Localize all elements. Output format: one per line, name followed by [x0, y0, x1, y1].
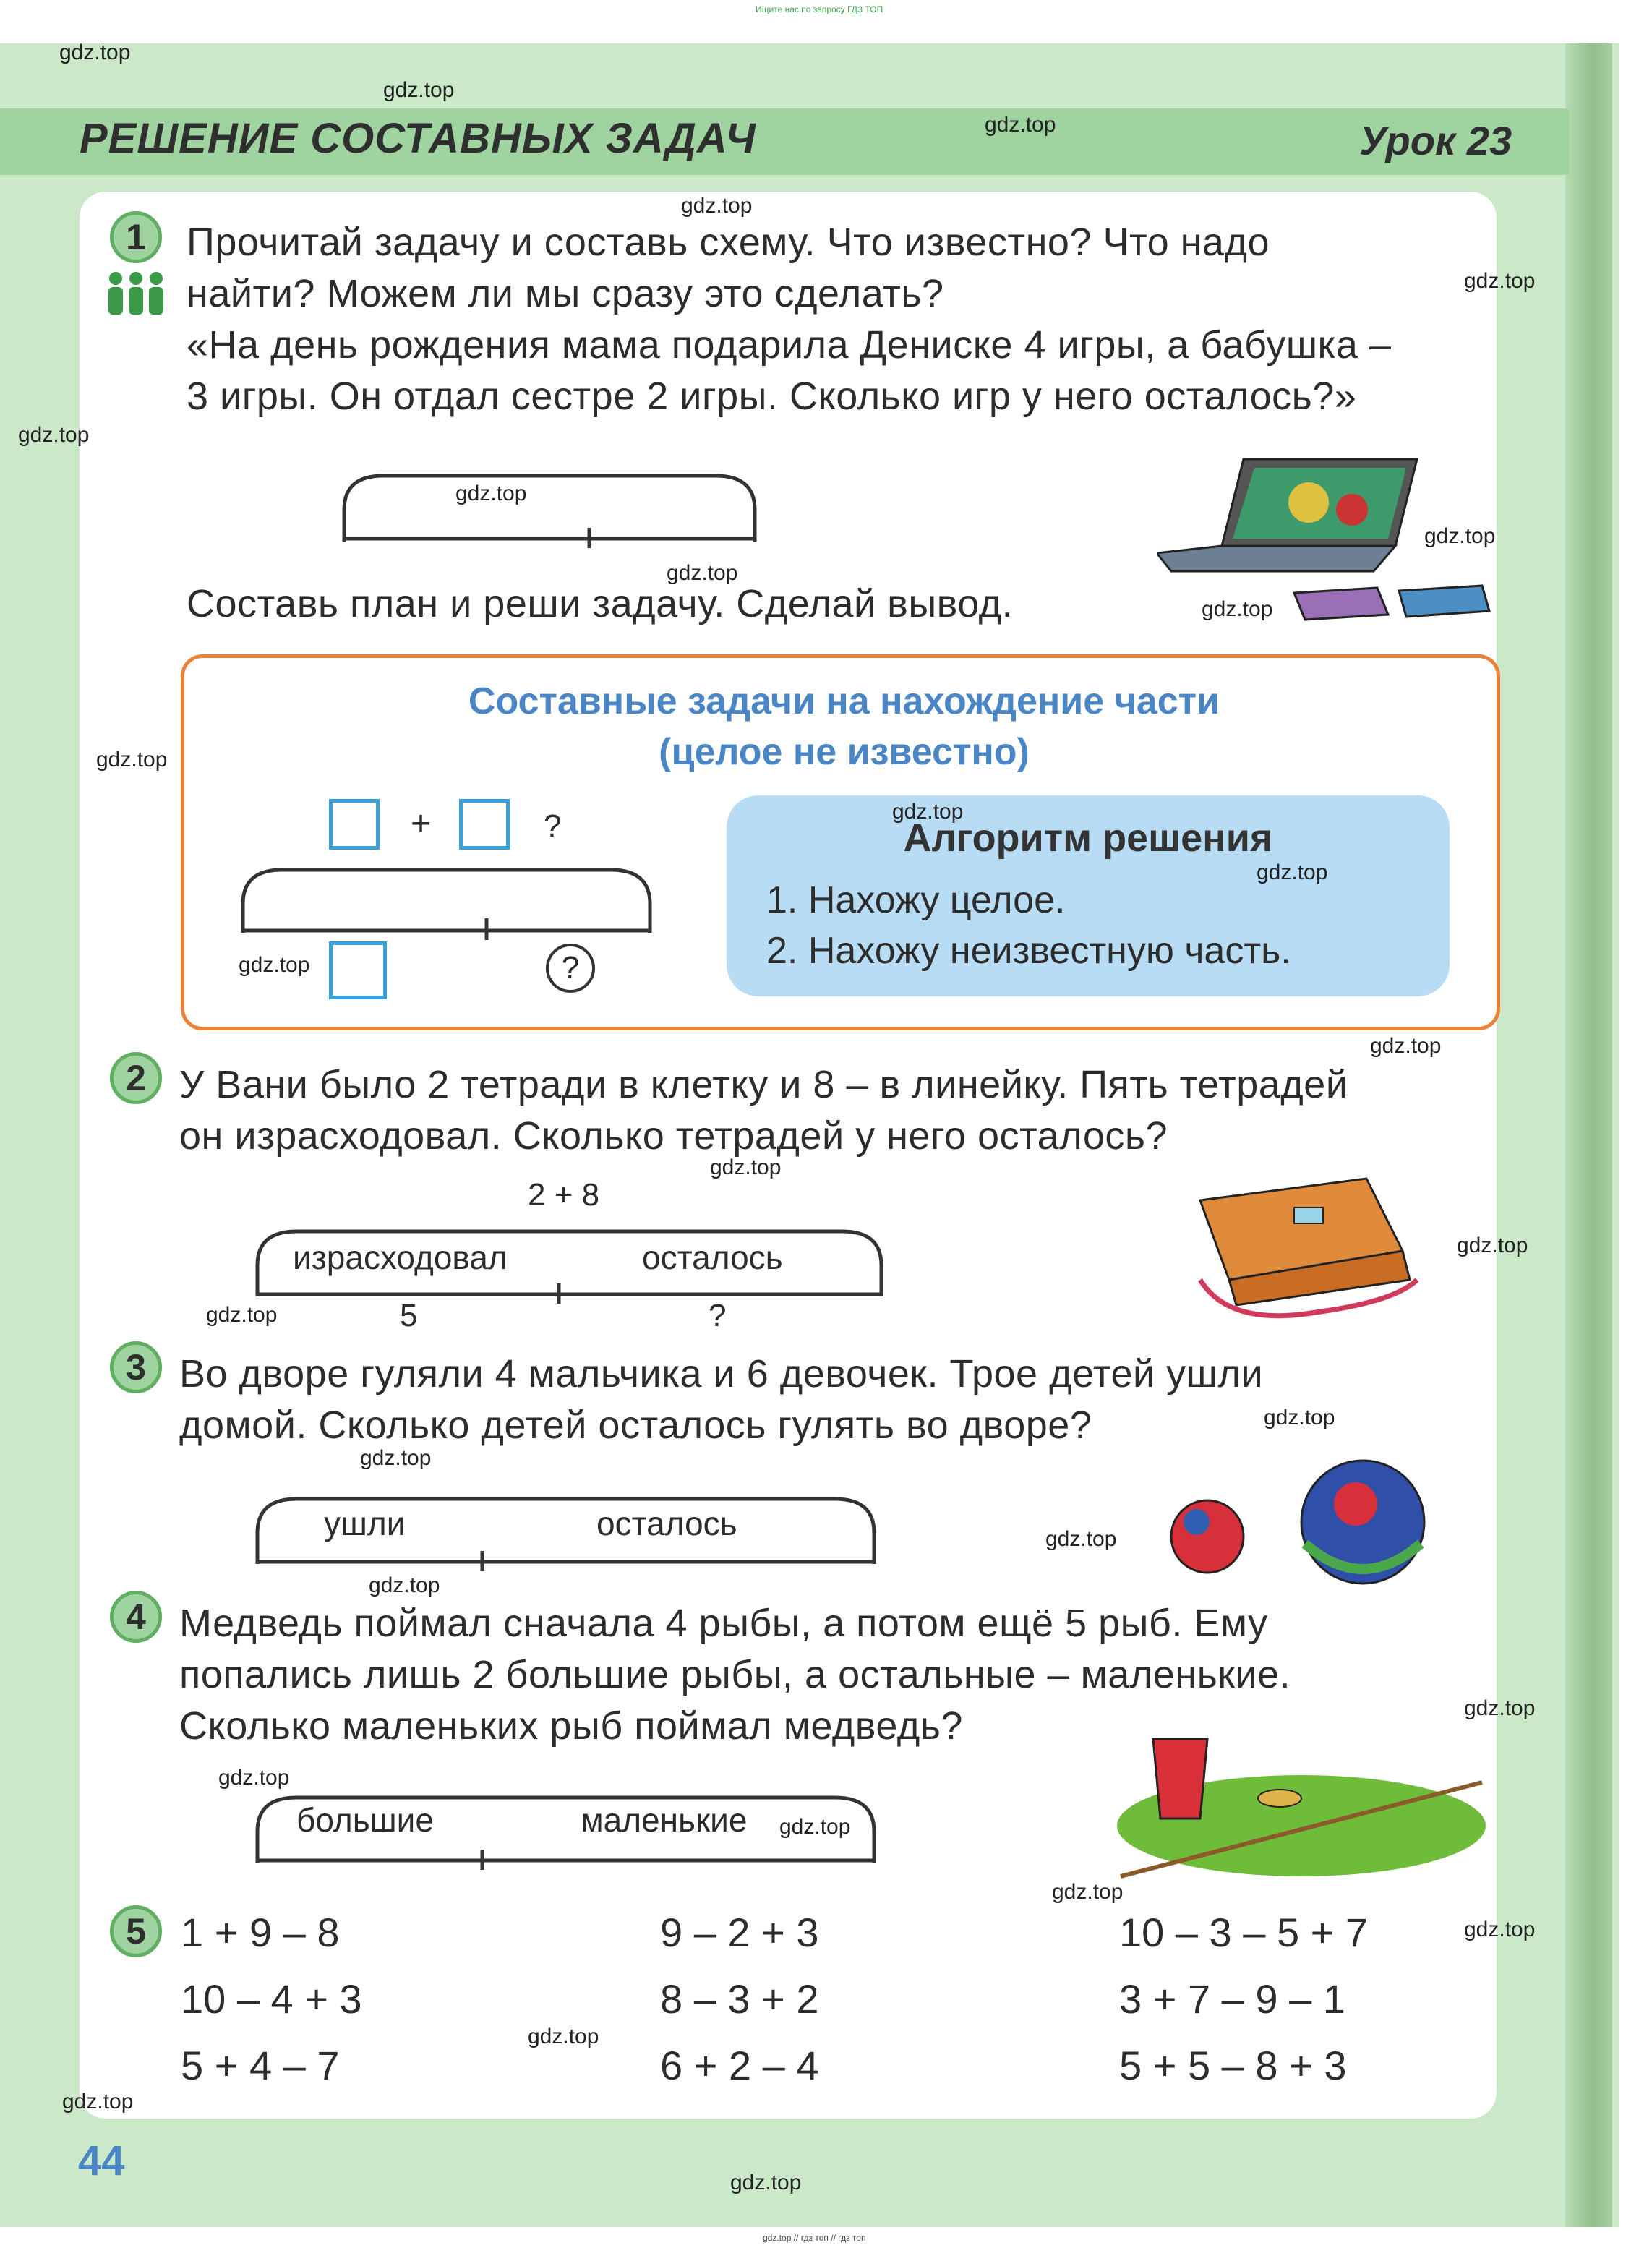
lesson-number: Урок 23 [1359, 118, 1512, 163]
rule-scheme [239, 864, 654, 944]
watermark: gdz.top [1052, 1880, 1124, 1904]
task-2-line-2: он израсходовал. Сколько тетрадей у него осталось? [179, 1114, 1168, 1158]
task-1-line-1: Прочитай задачу и составь схему. Что известно? Что надо [187, 221, 1270, 264]
task-3-right-label: осталось [596, 1505, 737, 1542]
whole-question-mark: ? [544, 808, 562, 844]
watermark: gdz.top [360, 1446, 432, 1470]
game-discs-picture [1291, 582, 1493, 625]
watermark: gdz.top [218, 1766, 290, 1790]
task-3-left-label: ушли [324, 1505, 406, 1542]
watermark: gdz.top [59, 40, 131, 64]
school-bag-picture [1186, 1171, 1439, 1327]
balls-picture [1168, 1457, 1428, 1587]
watermark: gdz.top [62, 2090, 134, 2114]
task-2-right-label: осталось [642, 1239, 783, 1276]
rule-title-2: (целое не известно) [659, 731, 1030, 773]
plus-sign: + [411, 805, 432, 843]
watermark: gdz.top [1202, 597, 1273, 621]
answer-box-2[interactable] [459, 799, 510, 850]
task-5-col3-expr-2: 3 + 7 – 9 – 1 [1119, 1976, 1345, 2022]
page-title: РЕШЕНИЕ СОСТАВНЫХ ЗАДАЧ [80, 115, 756, 162]
task-4-left-label: большие [296, 1801, 434, 1839]
task-5-col2-expr-1: 9 – 2 + 3 [660, 1910, 819, 1955]
page-spine [1565, 43, 1612, 2227]
top-note: Ищите нас по запросу ГДЗ ТОП [756, 4, 883, 14]
answer-box-3[interactable] [329, 941, 387, 999]
watermark: gdz.top [239, 953, 310, 977]
task-4-text [179, 1598, 1502, 1752]
watermark: gdz.top [1370, 1034, 1442, 1058]
watermark: gdz.top [1045, 1527, 1117, 1551]
watermark: gdz.top [369, 1573, 440, 1597]
bottom-note: gdz.top // гдз топ // гдз топ [763, 2233, 866, 2243]
task-2-right-value: ? [709, 1298, 727, 1333]
algorithm-step-2: 2. Нахожу неизвестную часть. [766, 930, 1291, 972]
algorithm-box [727, 795, 1450, 996]
part-question-circle: ? [546, 944, 595, 993]
task-1-number: 1 [110, 211, 162, 263]
watermark: gdz.top [1424, 524, 1496, 548]
task-2-top-label: 2 + 8 [528, 1177, 600, 1213]
watermark: gdz.top [528, 2025, 599, 2048]
task-5-col3-expr-1: 10 – 3 – 5 + 7 [1119, 1910, 1369, 1955]
fishing-picture [1113, 1732, 1489, 1884]
watermark: gdz.top [206, 1303, 278, 1327]
task-3-number: 3 [110, 1341, 162, 1393]
watermark: gdz.top [1257, 860, 1328, 884]
task-3-line-2: домой. Сколько детей осталось гулять во дворе? [179, 1403, 1092, 1447]
watermark: gdz.top [1457, 1234, 1528, 1257]
task-5-col1-expr-2: 10 – 4 + 3 [181, 1976, 362, 2022]
watermark: gdz.top [892, 800, 964, 824]
watermark: gdz.top [18, 423, 90, 447]
task-5-number: 5 [110, 1905, 162, 1957]
task-3-text [179, 1349, 1502, 1451]
watermark: gdz.top [779, 1815, 851, 1839]
rule-title-1: Составные задачи на нахождение части [468, 680, 1220, 722]
task-1-scheme [340, 470, 759, 550]
watermark: gdz.top [730, 2171, 802, 2194]
task-5-col1-expr-1: 1 + 9 – 8 [181, 1910, 340, 1955]
laptop-picture [1157, 452, 1431, 575]
algorithm-step-1: 1. Нахожу целое. [766, 879, 1066, 921]
watermark: gdz.top [985, 113, 1056, 137]
watermark: gdz.top [1464, 1918, 1536, 1941]
task-1-quote-1: «На день рождения мама подарила Дениске 4 игры, а бабушка – [187, 323, 1392, 367]
task-4-right-label: маленькие [581, 1801, 748, 1839]
task-5-col2-expr-2: 8 – 3 + 2 [660, 1976, 819, 2022]
pair-work-icon [107, 271, 165, 316]
page-number: 44 [78, 2137, 125, 2184]
task-4-line-2: попались лишь 2 большие рыбы, а остальные – маленькие. [179, 1653, 1291, 1696]
watermark: gdz.top [1464, 1696, 1536, 1720]
task-1-instruction [187, 217, 1502, 422]
answer-box-1[interactable] [329, 799, 380, 850]
watermark: gdz.top [710, 1155, 782, 1179]
task-5-col1-expr-3: 5 + 4 – 7 [181, 2043, 340, 2088]
watermark: gdz.top [455, 482, 527, 505]
watermark: gdz.top [681, 194, 753, 218]
watermark: gdz.top [96, 748, 168, 772]
task-2-text [179, 1059, 1502, 1162]
task-2-left-value: 5 [400, 1298, 418, 1333]
task-2-number: 2 [110, 1052, 162, 1104]
watermark: gdz.top [1264, 1406, 1335, 1429]
task-1-plan: Составь план и реши задачу. Сделай вывод. [187, 582, 1014, 625]
task-2-left-label: израсходовал [293, 1239, 508, 1276]
watermark: gdz.top [667, 561, 738, 585]
task-3-line-1: Во дворе гуляли 4 мальчика и 6 девочек. Трое детей ушли [179, 1352, 1264, 1396]
task-5-col3-expr-3: 5 + 5 – 8 + 3 [1119, 2043, 1347, 2088]
task-4-line-3: Сколько маленьких рыб поймал медведь? [179, 1704, 963, 1748]
watermark: gdz.top [1464, 269, 1536, 293]
watermark: gdz.top [383, 78, 455, 102]
task-4-line-1: Медведь поймал сначала 4 рыбы, а потом ещё 5 рыб. Ему [179, 1602, 1268, 1645]
task-4-number: 4 [110, 1591, 162, 1643]
task-5-col2-expr-3: 6 + 2 – 4 [660, 2043, 819, 2088]
task-1-line-2: найти? Можем ли мы сразу это сделать? [187, 272, 944, 315]
task-2-line-1: У Вани было 2 тетради в клетку и 8 – в линейку. Пять тетрадей [179, 1063, 1348, 1106]
algorithm-title: Алгоритм решения [903, 816, 1273, 860]
task-1-quote-2: 3 игры. Он отдал сестре 2 игры. Сколько игр у него осталось?» [187, 375, 1357, 418]
